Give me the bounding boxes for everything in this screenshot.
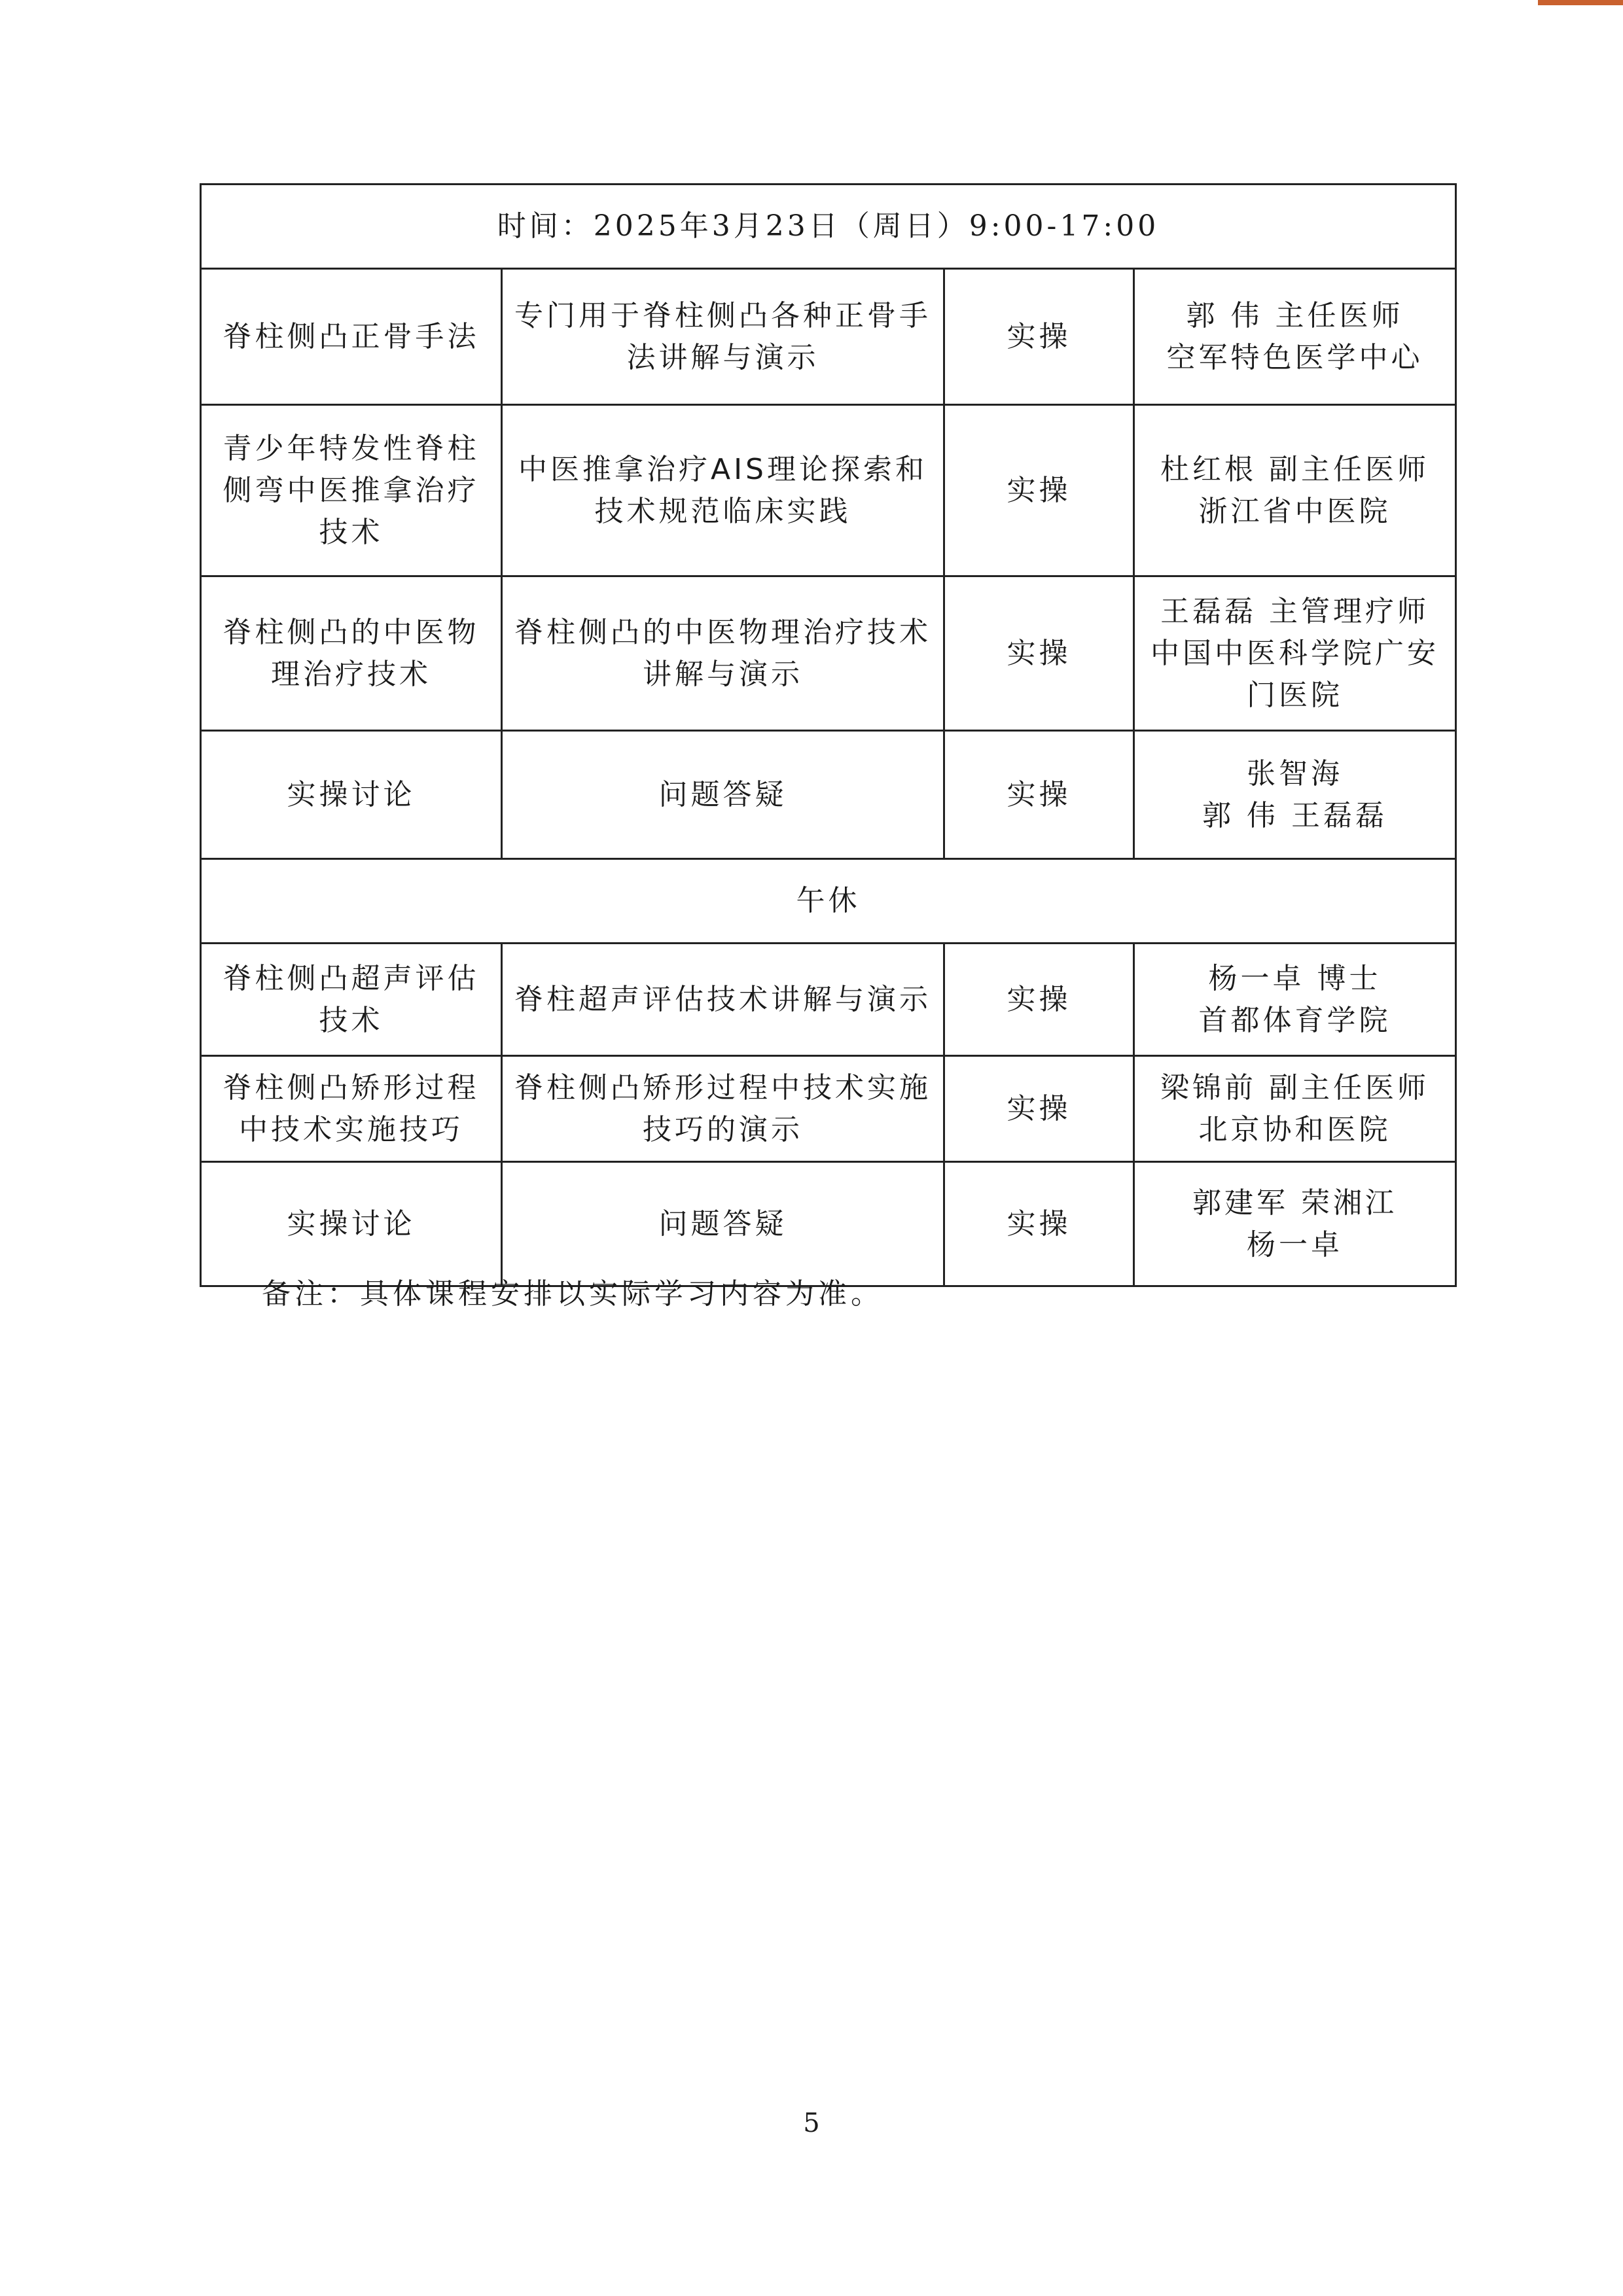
content-cell: 脊柱侧凸的中医物理治疗技术讲解与演示: [502, 576, 944, 731]
session-time-header: 时间：2025年3月23日（周日）9:00-17:00: [201, 185, 1456, 269]
type-cell: 实操: [944, 405, 1134, 576]
lecturer-cell: [1134, 269, 1456, 405]
topic-cell: 实操讨论: [201, 731, 502, 859]
lecturer-affiliation: 北京协和医院: [1198, 1112, 1391, 1146]
lunch-break-row: [201, 859, 1456, 944]
lecturer-cell: [1134, 1056, 1456, 1162]
lecturer-name: 张智海: [1247, 756, 1343, 790]
table-row: [201, 1162, 1456, 1286]
type-cell: 实操: [944, 944, 1134, 1056]
content-cell: 中医推拿治疗AIS理论探索和技术规范临床实践: [502, 405, 944, 576]
lecturer-name: 王磊磊 主管理疗师: [1160, 594, 1429, 628]
table-row: [201, 944, 1456, 1056]
lecturer-cell: [1134, 405, 1456, 576]
topic-cell: 脊柱侧凸正骨手法: [201, 269, 502, 405]
content-cell: 脊柱超声评估技术讲解与演示: [502, 944, 944, 1056]
type-cell: 实操: [944, 1162, 1134, 1286]
lecturer-cell: [1134, 576, 1456, 731]
topic-cell: 脊柱侧凸超声评估技术: [201, 944, 502, 1056]
lecturer-name: 杜红根 副主任医师: [1160, 452, 1429, 486]
topic-cell: 脊柱侧凸矫形过程中技术实施技巧: [201, 1056, 502, 1162]
lecturer-name: 梁锦前 副主任医师: [1160, 1070, 1429, 1104]
lunch-break-label: 午休: [201, 859, 1456, 944]
lecturer-name: 杨一卓 博士: [1208, 961, 1382, 995]
table-row: [201, 1056, 1456, 1162]
lecturer-affiliation: 空军特色医学中心: [1166, 340, 1423, 374]
lecturer-cell: [1134, 1162, 1456, 1286]
lecturer-name-secondary: 杨一卓: [1247, 1227, 1343, 1262]
course-schedule-table: [200, 183, 1457, 1287]
topic-cell: 青少年特发性脊柱侧弯中医推拿治疗技术: [201, 405, 502, 576]
table-row: [201, 269, 1456, 405]
topic-cell: 实操讨论: [201, 1162, 502, 1286]
lecturer-name-secondary: 郭 伟 王磊磊: [1202, 798, 1387, 832]
corner-color-mark: [1538, 0, 1623, 5]
type-cell: 实操: [944, 1056, 1134, 1162]
lecturer-name: 郭建军 荣湘江: [1192, 1186, 1397, 1220]
table-row: [201, 731, 1456, 859]
content-cell: 问题答疑: [502, 1162, 944, 1286]
schedule-note: 备注：具体课程安排以实际学习内容为准。: [262, 1277, 883, 1311]
content-cell: 专门用于脊柱侧凸各种正骨手法讲解与演示: [502, 269, 944, 405]
content-cell: 脊柱侧凸矫形过程中技术实施技巧的演示: [502, 1056, 944, 1162]
lecturer-cell: [1134, 731, 1456, 859]
session-header-row: [201, 185, 1456, 269]
lecturer-affiliation: 首都体育学院: [1198, 1003, 1391, 1037]
table-row: [201, 405, 1456, 576]
type-cell: 实操: [944, 731, 1134, 859]
type-cell: 实操: [944, 269, 1134, 405]
type-cell: 实操: [944, 576, 1134, 731]
lecturer-name: 郭 伟 主任医师: [1186, 298, 1404, 332]
page-number: 5: [803, 2108, 820, 2138]
table-row: [201, 576, 1456, 731]
content-cell: 问题答疑: [502, 731, 944, 859]
lecturer-affiliation: 浙江省中医院: [1198, 494, 1391, 528]
lecturer-cell: [1134, 944, 1456, 1056]
lecturer-affiliation: 中国中医科学院广安门医院: [1150, 636, 1439, 712]
topic-cell: 脊柱侧凸的中医物理治疗技术: [201, 576, 502, 731]
